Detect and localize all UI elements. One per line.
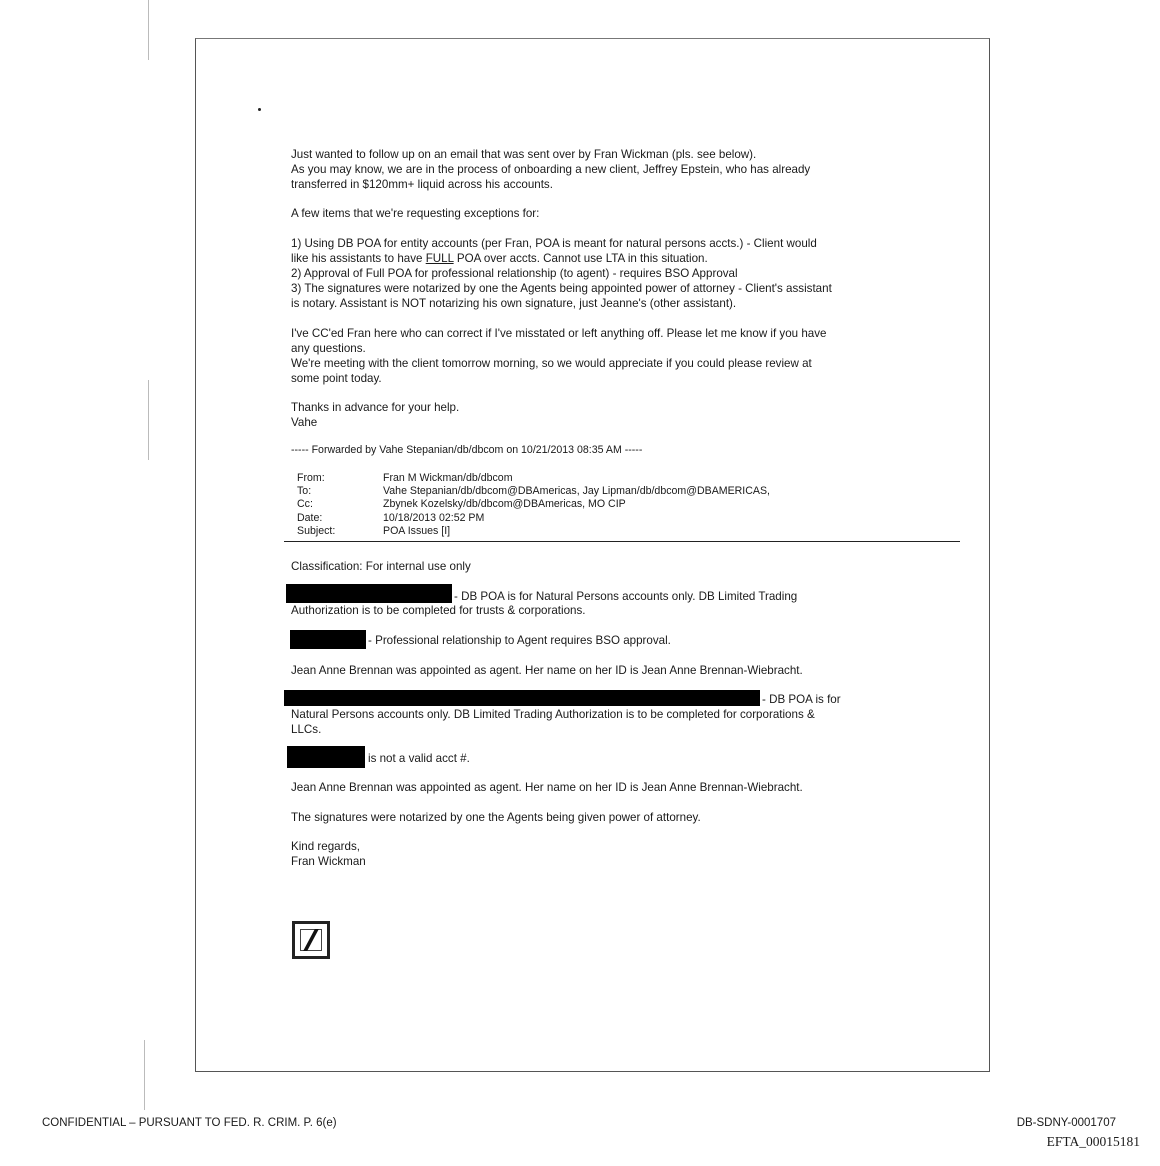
meeting-line: We're meeting with the client tomorrow morning, so we would appreciate if you could please review at: [291, 357, 812, 370]
intro-paragraph: [291, 147, 810, 192]
page-frame: [195, 38, 990, 1072]
item-1-line: 1) Using DB POA for entity accounts (per Fran, POA is meant for natural persons accts.) - Client would: [291, 237, 817, 250]
signoff: [291, 400, 459, 430]
paragraph-7: The signatures were notarized by one the Agents being given power of attorney.: [291, 811, 701, 824]
item-3-line: 3) The signatures were notarized by one the Agents being appointed power of attorney - Client's assistant: [291, 282, 832, 295]
item-1-line: [291, 252, 708, 265]
cc-label: Cc:: [297, 498, 313, 511]
item-text-underlined: FULL: [425, 252, 454, 265]
header-from-row: [297, 472, 770, 485]
paragraph-6: Jean Anne Brennan was appointed as agent. Her name on her ID is Jean Anne Brennan-Wiebracht.: [291, 781, 803, 794]
header-cc-row: [297, 498, 770, 511]
paragraph-5: is not a valid acct #.: [368, 752, 470, 765]
subject-value: POA Issues [I]: [383, 524, 451, 537]
redaction-block: [284, 690, 760, 706]
cc-paragraph: [291, 326, 827, 386]
paragraph-4-line: LLCs.: [291, 723, 322, 736]
paragraph-1-line: - DB POA is for Natural Persons accounts only. DB Limited Trading: [454, 590, 798, 603]
header-divider: [284, 541, 960, 542]
items-intro: A few items that we're requesting exceptions for:: [291, 207, 540, 220]
header-date-row: [297, 512, 770, 525]
classification: Classification: For internal use only: [291, 560, 471, 573]
redaction-block: [286, 584, 452, 603]
to-label: To:: [297, 485, 312, 498]
signature: Vahe: [291, 416, 318, 429]
from-label: From:: [297, 472, 325, 484]
intro-line: As you may know, we are in the process of onboarding a new client, Jeffrey Epstein, who has already: [291, 163, 811, 176]
efta-number: EFTA_00015181: [1046, 1134, 1140, 1149]
scan-mark: [148, 0, 149, 60]
forwarded-line: ----- Forwarded by Vahe Stepanian/db/dbcom on 10/21/2013 08:35 AM -----: [291, 444, 643, 456]
closing-line: Kind regards,: [291, 840, 360, 853]
forwarded-header: [297, 472, 770, 538]
meeting-line: some point today.: [291, 372, 382, 385]
closing: [291, 839, 366, 869]
subject-label: Subject:: [297, 524, 336, 537]
paragraph-4-lines: [291, 707, 815, 737]
from-value: Fran M Wickman/db/dbcom: [383, 472, 513, 484]
closing-name: Fran Wickman: [291, 855, 366, 868]
header-to-row: [297, 485, 770, 498]
date-label: Date:: [297, 511, 323, 524]
deutsche-bank-logo-icon: [292, 921, 330, 959]
cc-value: Zbynek Kozelsky/db/dbcom@DBAmericas, MO CIP: [383, 498, 626, 511]
scan-mark: [148, 380, 149, 460]
scan-mark: [258, 108, 261, 111]
paragraph-4-line: - DB POA is for: [762, 693, 841, 706]
item-text: like his assistants to have: [291, 252, 426, 265]
intro-line: transferred in $120mm+ liquid across his accounts.: [291, 178, 553, 191]
confidential-footer: CONFIDENTIAL – PURSUANT TO FED. R. CRIM. P. 6(e): [42, 1117, 337, 1129]
redaction-block: [287, 746, 365, 768]
item-2-line: 2) Approval of Full POA for professional relationship (to agent) - requires BSO Approval: [291, 267, 738, 280]
intro-line: Just wanted to follow up on an email that was sent over by Fran Wickman (pls. see below).: [291, 148, 757, 161]
cc-line: any questions.: [291, 342, 366, 355]
bates-number: DB-SDNY-0001707: [1016, 1117, 1116, 1129]
paragraph-1-line: Authorization is to be completed for trusts & corporations.: [291, 604, 586, 617]
scan-mark: [144, 1040, 145, 1110]
exception-items: [291, 236, 832, 311]
to-value: Vahe Stepanian/db/dbcom@DBAmericas, Jay Lipman/db/dbcom@DBAMERICAS,: [383, 485, 770, 498]
paragraph-2: - Professional relationship to Agent requires BSO approval.: [368, 634, 671, 647]
thanks-line: Thanks in advance for your help.: [291, 401, 460, 414]
header-subject-row: [297, 525, 770, 538]
date-value: 10/18/2013 02:52 PM: [383, 511, 485, 524]
item-text: POA over accts. Cannot use LTA in this situation.: [453, 252, 708, 265]
item-3-line: is notary. Assistant is NOT notarizing his own signature, just Jeanne's (other assistant).: [291, 297, 737, 310]
paragraph-3: Jean Anne Brennan was appointed as agent. Her name on her ID is Jean Anne Brennan-Wiebracht.: [291, 664, 803, 677]
redaction-block: [290, 630, 366, 649]
paragraph-4-line: Natural Persons accounts only. DB Limited Trading Authorization is to be completed for corporations &: [291, 708, 815, 721]
cc-line: I've CC'ed Fran here who can correct if I've misstated or left anything off. Please let me know if you have: [291, 327, 827, 340]
